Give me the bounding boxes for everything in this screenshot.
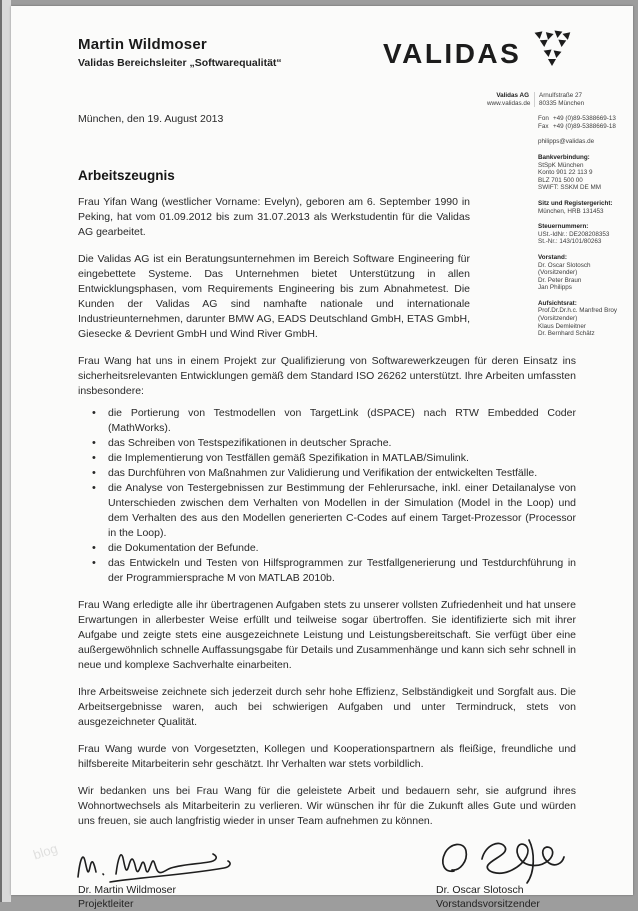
bank-line: BLZ 701 500 00	[538, 176, 583, 184]
supervisory-label: Aufsichtsrat:	[538, 299, 577, 307]
sidebar-street-col	[534, 92, 584, 107]
blog-watermark: blog	[31, 840, 60, 863]
list-item: • die Analyse von Testergebnissen zur Bestimmung der Fehlerursache, inkl. einer Detailanalyse von Unterschieden zwischen dem Verhalten von Modellen in der Simulation (Model in the Loop) und dem Verhalten des aus den Modellen generierten C-Codes auf einem Target-Prozessor (Processor in the Loop).	[78, 481, 576, 541]
sidebar-company-col	[487, 92, 529, 107]
tax-label: Steuernummern:	[538, 223, 589, 231]
slotosch-signature-icon	[436, 845, 576, 883]
list-item: • die Implementierung von Testfällen gemäß Spezifikation in MATLAB/Simulink.	[78, 451, 576, 466]
tax-line: USt.-IdNr.: DE208208353	[538, 230, 610, 238]
supervisory-line: (Vorsitzender)	[538, 315, 578, 323]
supervisory-line: Klaus Demleitner	[538, 322, 586, 330]
sidebar-address-block	[487, 92, 623, 107]
list-item: • das Durchführen von Maßnahmen zur Validierung und Verifikation der entwickelten Testfälle.	[78, 466, 576, 481]
board-line: Jan Philipps	[538, 284, 572, 292]
email-address: philipps@validas.de	[538, 138, 595, 146]
bank-line: SWIFT: SSKM DE MM	[538, 184, 601, 192]
paragraph-project: Frau Wang hat uns in einem Projekt zur Qualifizierung von Softwarewerkzeugen für deren Einsatz ins sicherheitsrelevanten Entwicklungen gemäß dem Standard ISO 26262 unterstützt. Ihre Arbeiten umfassten insbesondere:	[78, 355, 576, 397]
registry-label: Sitz und Registergericht:	[538, 199, 613, 207]
signature-right-name: Dr. Oscar Slotosch	[436, 884, 524, 896]
signature-right-title: Vorstandsvorsitzender	[436, 898, 540, 910]
signature-row	[78, 845, 576, 911]
bank-line: Konto 901 22 113 9	[538, 169, 593, 177]
tax-line: St.-Nr.: 143/101/80263	[538, 238, 602, 246]
logo-wordmark: VALIDAS	[383, 38, 522, 69]
board-line: Dr. Peter Braun	[538, 276, 582, 284]
fon-label: Fon	[538, 115, 549, 123]
signature-left-name: Dr. Martin Wildmoser	[78, 884, 177, 896]
board-label: Vorstand:	[538, 253, 567, 261]
scan-edge-light	[2, 0, 11, 902]
list-item: • die Portierung von Testmodellen von TargetLink (dSPACE) nach RTW Embedded Coder (MathWorks).	[78, 406, 576, 436]
paragraph-company: Die Validas AG ist ein Beratungsunternehmen im Bereich Software Engineering für eingebettete Systeme. Das Unternehmen bietet Unterstützung in allen Entwicklungsphasen, vom Requirements Engineering bis zum Abnahmetest. Die Kunden der Validas AG sind namhafte nationale und internationale Industrieunternehmen, darunter BMW AG, EADS Deutschland GmbH, ETAS GmbH, Giesecke & Devrient GmbH und Wind River GmbH.	[78, 253, 470, 340]
company-name: Validas AG	[496, 92, 529, 99]
list-item: • das Entwickeln und Testen von Hilfsprogrammen zur Testfallgenerierung und Testdurchführung in der Programmiersprache M von MATLAB 2010b.	[78, 556, 576, 586]
signature-left	[78, 845, 176, 911]
fax-number: +49 (0)89-5388669-18	[553, 122, 616, 130]
paragraph-workstyle: Ihre Arbeitsweise zeichnete sich jederzeit durch sehr hohe Effizienz, Selbständigkeit und Sorgfalt aus. Die Arbeitsergebnisse waren, auch bei schwierigen Aufgaben und unter Termindruck, stets von ausgezeichneter Qualität.	[78, 686, 576, 728]
signature-right	[436, 845, 576, 911]
page-title: Arbeitszeugnis	[78, 168, 175, 183]
paragraph-closing: Wir bedanken uns bei Frau Wang für die geleistete Arbeit und bedauern sehr, sie aufgrund ihres Wohnortwechsels als Mitarbeiterin zu verlieren. Wir wünschen ihr für die Zukunft alles Gute und würden uns freuen, sie auch langfristig wieder in unser Team aufnehmen zu können.	[78, 785, 576, 827]
supervisory-line: Prof.Dr.Dr.h.c. Manfred Broy	[538, 307, 618, 315]
task-list	[78, 406, 576, 586]
validas-triangle-logo-icon	[530, 30, 572, 79]
bank-line: StSpK München	[538, 161, 584, 169]
signature-left-title: Projektleiter	[78, 898, 134, 910]
supervisory-line: Dr. Bernhard Schätz	[538, 330, 595, 338]
sender-header	[78, 36, 282, 69]
company-website: www.validas.de	[487, 99, 531, 107]
wildmoser-signature-icon	[78, 845, 176, 883]
paragraph-performance: Frau Wang erledigte alle ihr übertragenen Aufgaben stets zu unserer vollsten Zufriedenheit und hat unsere Erwartungen in allerbester Weise erfüllt und teilweise sogar übertroffen. Sie identifizierte sich mit ihrer Aufgabe und zeigte stets eine ausgezeichnete Leistung und Leistungsbereitschaft. Sie verfügt über eine außergewöhnlich schnelle Auffassungsgabe für Details und Zusammenhänge und kann sich sehr schnell in neue und komplexe Sachverhalte einarbeiten.	[78, 599, 576, 671]
sender-name: Martin Wildmoser	[78, 36, 207, 53]
fax-label: Fax	[538, 122, 549, 130]
list-item: • das Schreiben von Testspezifikationen in deutscher Sprache.	[78, 436, 576, 451]
dateline: München, den 19. August 2013	[78, 113, 224, 125]
paragraph-conduct: Frau Wang wurde von Vorgesetzten, Kollegen und Kooperationspartnern als fleißige, freundliche und hilfsbereite Mitarbeiterin sehr geschätzt. Ihr Verhalten war stets vorbildlich.	[78, 743, 576, 770]
registry-line: München, HRB 131453	[538, 207, 604, 215]
board-line: (Vorsitzender)	[538, 269, 578, 277]
bank-label: Bankverbindung:	[538, 153, 590, 161]
fon-number: +49 (0)89-5388669-13	[553, 115, 616, 123]
letter-body	[78, 112, 576, 911]
sender-role: Validas Bereichsleiter „Softwarequalität“	[78, 57, 282, 69]
address-city: 80335 München	[539, 99, 585, 107]
letter-page	[11, 6, 633, 910]
address-street: Arnulfstraße 27	[539, 92, 583, 99]
company-logo	[383, 30, 572, 79]
list-item: • die Dokumentation der Befunde.	[78, 541, 576, 556]
paragraph-person: Frau Yifan Wang (westlicher Vorname: Evelyn), geboren am 6. September 1990 in Peking, hat vom 01.09.2012 bis zum 31.07.2013 als Werkstudentin für die Validas AG gearbeitet.	[78, 196, 470, 238]
board-line: Dr. Oscar Slotosch	[538, 261, 591, 269]
